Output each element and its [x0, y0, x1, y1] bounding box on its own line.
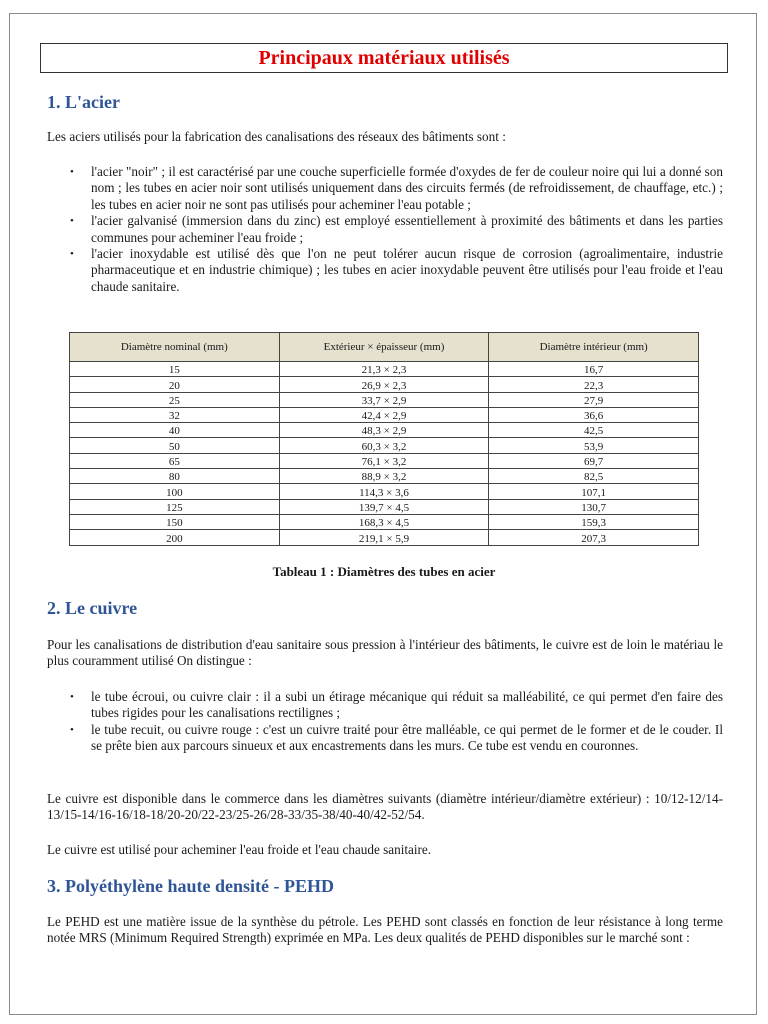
column-header-outer: Extérieur × épaisseur (mm)	[279, 333, 489, 362]
table-row	[70, 484, 699, 499]
cell-outer: 42,4 × 2,9	[279, 407, 489, 422]
cell-outer: 114,3 × 3,6	[279, 484, 489, 499]
table-row	[70, 499, 699, 514]
cell-inner: 53,9	[489, 438, 699, 453]
cell-nominal: 65	[70, 453, 280, 468]
cell-inner: 22,3	[489, 377, 699, 392]
cell-nominal: 80	[70, 469, 280, 484]
steel-pipe-table	[69, 332, 699, 546]
cell-outer: 26,9 × 2,3	[279, 377, 489, 392]
table-caption: Tableau 1 : Diamètres des tubes en acier	[272, 564, 496, 579]
table-row	[70, 438, 699, 453]
bullet-icon: •	[70, 691, 74, 703]
list-item	[70, 164, 723, 213]
section-heading-pehd: 3. Polyéthylène haute densité - PEHD	[47, 876, 334, 896]
cell-inner: 107,1	[489, 484, 699, 499]
bullet-text: l'acier "noir" ; il est caractérisé par une couche superficielle formée d'oxydes de fer de couleur noire qui lui a donné son nom ; les tubes en acier noir sont utilisés uniquement dans des circuits fermés (de refroidissement, de chauffage, etc.) ; les tubes en acier noir ne sont pas utilisés pour acheminer l'eau potable ;	[91, 164, 723, 212]
table-row	[70, 362, 699, 377]
list-item	[70, 689, 723, 722]
table-row	[70, 392, 699, 407]
bullet-icon: •	[70, 215, 74, 228]
cell-inner: 42,5	[489, 423, 699, 438]
cell-outer: 60,3 × 3,2	[279, 438, 489, 453]
cell-nominal: 32	[70, 407, 280, 422]
table-row	[70, 423, 699, 438]
cell-nominal: 125	[70, 499, 280, 514]
bullet-text: l'acier galvanisé (immersion dans du zinc) est employé essentiellement à proximité des bâtiments et dans les parties communes pour acheminer l'eau froide ;	[91, 213, 723, 245]
cell-nominal: 25	[70, 392, 280, 407]
cell-outer: 219,1 × 5,9	[279, 530, 489, 545]
bullet-text: le tube recuit, ou cuivre rouge : c'est un cuivre traité pour être malléable, ce qui permet de le former et de le couder. Il se prête bien aux parcours sinueux et aux encastrements dans les murs. Ce tube est vendu en couronnes.	[91, 721, 723, 754]
table-header-row	[70, 333, 699, 362]
bullet-text: l'acier inoxydable est utilisé dès que l'on ne peut tolérer aucun risque de corrosion (agroalimentaire, industrie pharmaceutique et en industrie chimique) ; les tubes en acier inoxydable peuvent être utilisés pour l'eau froide et l'eau chaude sanitaire.	[91, 246, 723, 294]
list-item	[70, 213, 723, 246]
copper-diameters: Le cuivre est disponible dans le commerce dans les diamètres suivants (diamètre intérieur/diamètre extérieur) : 10/12-12/14-13/15-14/16-16/18-18/20-20/22-23/25-26/28-33/35-38/40-40/42-52/54.	[47, 791, 723, 823]
steel-bullet-list	[70, 164, 723, 295]
bullet-icon: •	[70, 166, 74, 178]
column-header-inner: Diamètre intérieur (mm)	[489, 333, 699, 362]
table-row	[70, 407, 699, 422]
cell-nominal: 200	[70, 530, 280, 545]
bullet-icon: •	[70, 248, 74, 261]
list-item	[70, 246, 723, 295]
table-row	[70, 453, 699, 468]
table-row	[70, 514, 699, 529]
section-heading-steel: 1. L'acier	[47, 92, 120, 112]
page-title: Principaux matériaux utilisés	[40, 43, 728, 73]
steel-intro: Les aciers utilisés pour la fabrication des canalisations des réseaux des bâtiments sont :	[47, 129, 506, 144]
section-heading-copper: 2. Le cuivre	[47, 598, 138, 618]
cell-outer: 21,3 × 2,3	[279, 362, 489, 377]
cell-outer: 33,7 × 2,9	[279, 392, 489, 407]
bullet-text: le tube écroui, ou cuivre clair : il a subi un étirage mécanique qui réduit sa malléabilité, ce qui permet d'en faire des tubes rigides pour les canalisations rectilignes ;	[91, 689, 723, 721]
cell-outer: 88,9 × 3,2	[279, 469, 489, 484]
cell-inner: 69,7	[489, 453, 699, 468]
cell-inner: 36,6	[489, 407, 699, 422]
copper-intro: Pour les canalisations de distribution d'eau sanitaire sous pression à l'intérieur des bâtiments, le cuivre est de loin le matériau le plus couramment utilisé On distingue :	[47, 637, 723, 669]
pehd-paragraph: Le PEHD est une matière issue de la synthèse du pétrole. Les PEHD sont classés en fonction de leur résistance à long terme notée MRS (Minimum Required Strength) exprimée en MPa. Les deux qualités de PEHD disponibles sur le marché sont :	[47, 914, 723, 946]
cell-outer: 76,1 × 3,2	[279, 453, 489, 468]
cell-nominal: 40	[70, 423, 280, 438]
list-item	[70, 722, 723, 755]
cell-nominal: 20	[70, 377, 280, 392]
bullet-icon: •	[70, 723, 74, 736]
table-row	[70, 530, 699, 545]
cell-inner: 207,3	[489, 530, 699, 545]
cell-inner: 159,3	[489, 514, 699, 529]
table-row	[70, 469, 699, 484]
table-row	[70, 377, 699, 392]
cell-inner: 82,5	[489, 469, 699, 484]
cell-nominal: 50	[70, 438, 280, 453]
cell-outer: 139,7 × 4,5	[279, 499, 489, 514]
copper-bullet-list	[70, 689, 723, 755]
cell-outer: 48,3 × 2,9	[279, 423, 489, 438]
copper-usage: Le cuivre est utilisé pour acheminer l'eau froide et l'eau chaude sanitaire.	[47, 842, 432, 857]
cell-nominal: 100	[70, 484, 280, 499]
cell-inner: 16,7	[489, 362, 699, 377]
cell-nominal: 150	[70, 514, 280, 529]
cell-inner: 27,9	[489, 392, 699, 407]
cell-outer: 168,3 × 4,5	[279, 514, 489, 529]
column-header-nominal: Diamètre nominal (mm)	[70, 333, 280, 362]
cell-nominal: 15	[70, 362, 280, 377]
cell-inner: 130,7	[489, 499, 699, 514]
